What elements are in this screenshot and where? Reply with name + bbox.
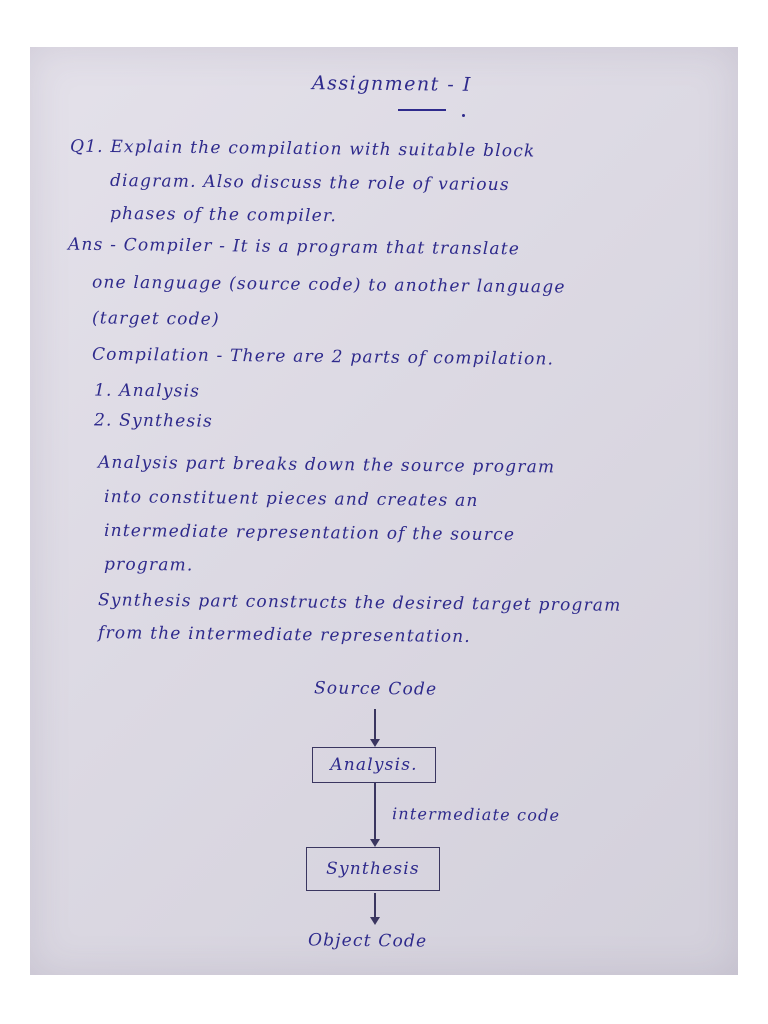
analysis-box-label: Analysis. [330,755,418,775]
compilation-intro: Compilation - There are 2 parts of compilation. [91,344,555,370]
question-line-3: phases of the compiler. [109,203,338,227]
synthesis-para-line-1: Synthesis part constructs the desired target program [97,590,622,616]
arrow-head-1 [370,739,380,747]
analysis-para-line-4: program. [103,554,194,576]
arrow-source-to-analysis [374,709,376,743]
answer-line-2: one language (source code) to another language [91,272,566,298]
synthesis-box-label: Synthesis [326,859,420,879]
diagram-source-code: Source Code [313,678,438,700]
compilation-item-analysis: 1. Analysis [93,380,201,402]
title-underline [398,109,446,111]
diagram-intermediate-code: intermediate code [391,804,561,825]
question-line-2: diagram. Also discuss the role of various [109,170,510,196]
arrow-analysis-to-synthesis [374,783,376,843]
analysis-para-line-2: into constituent pieces and creates an [103,487,479,511]
compilation-item-synthesis: 2. Synthesis [93,410,214,432]
arrow-head-2 [370,839,380,847]
analysis-para-line-1: Analysis part breaks down the source program [97,452,556,478]
question-line-1: Q1. Explain the compilation with suitable block [69,136,536,162]
answer-line-3: (target code) [91,308,220,330]
page-title: Assignment - I [311,72,472,96]
analysis-para-line-3: intermediate representation of the source [103,520,516,546]
arrow-head-3 [370,917,380,925]
notebook-page [30,47,738,975]
answer-line-1: Ans - Compiler - It is a program that translate [67,234,521,260]
analysis-box [312,747,436,783]
diagram-object-code: Object Code [307,930,428,952]
synthesis-box [306,847,440,891]
title-dot [462,114,465,117]
synthesis-para-line-2: from the intermediate representation. [97,623,472,647]
